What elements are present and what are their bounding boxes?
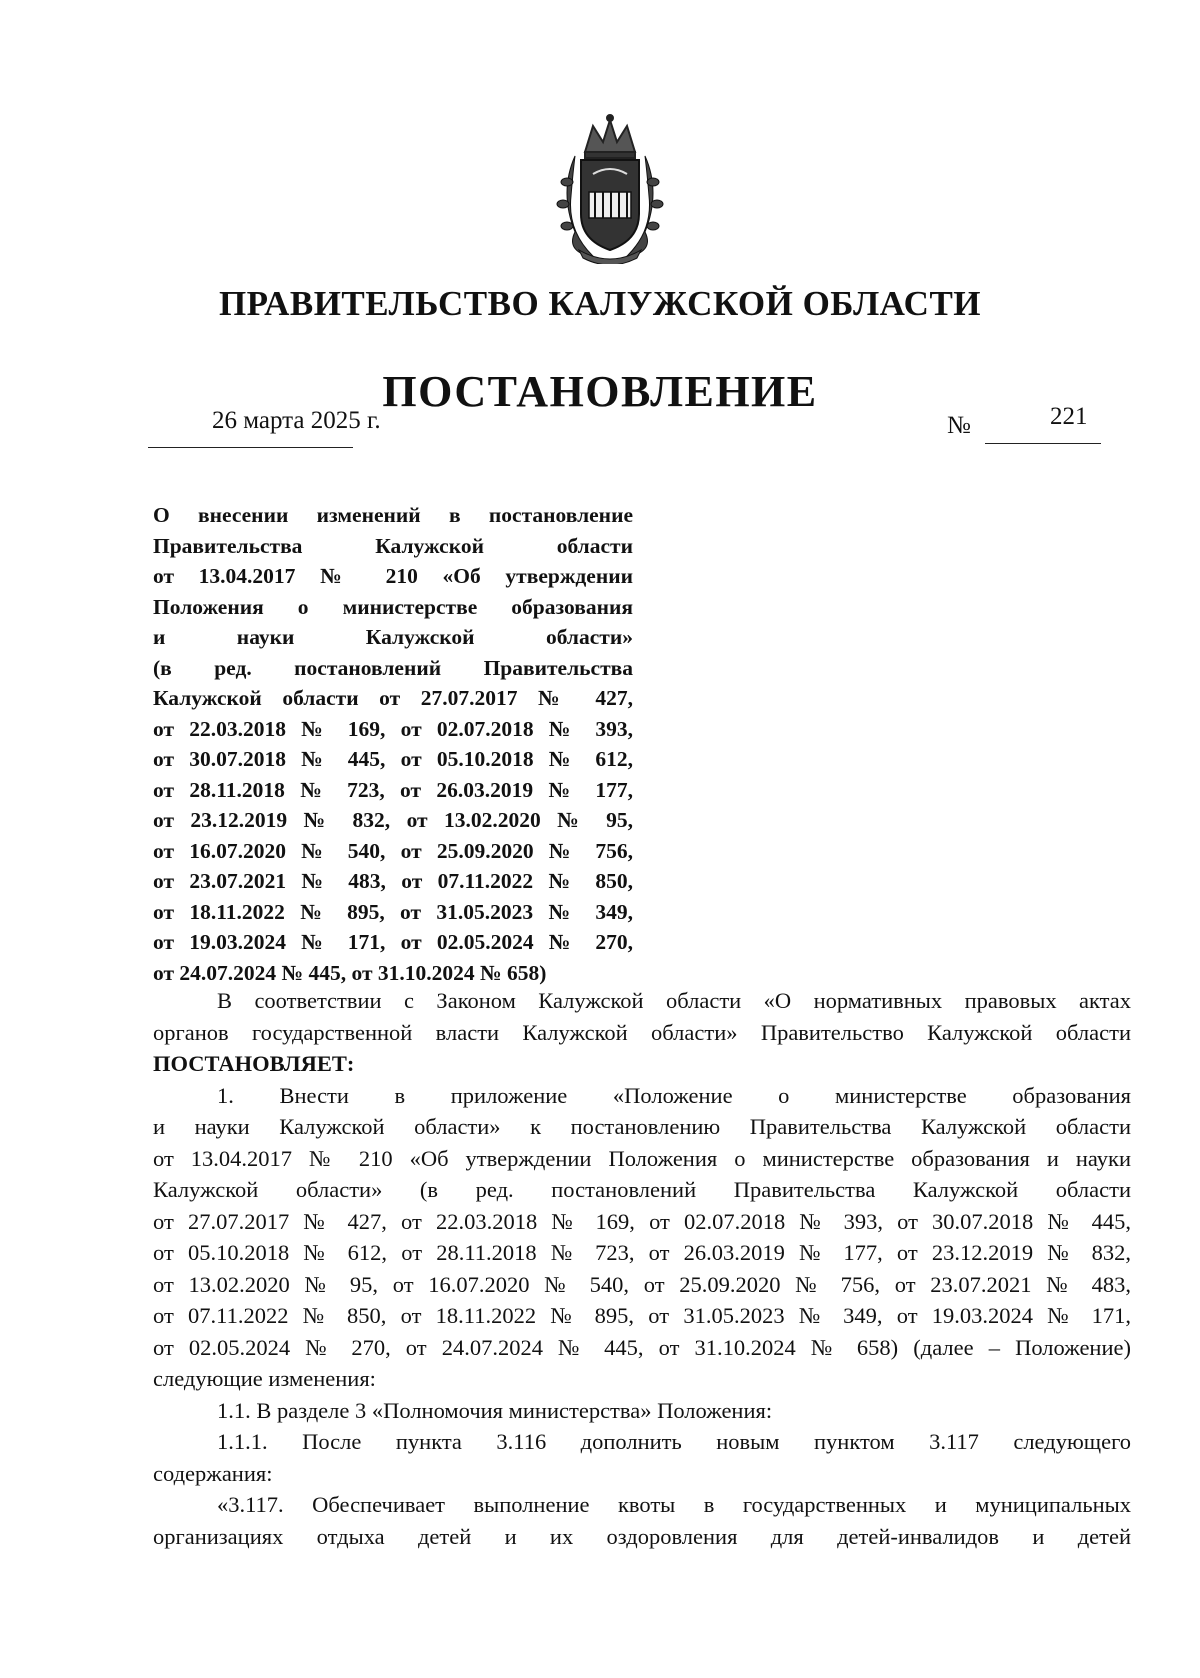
subject-line: от 13.04.2017 № 210 «Об утверждении xyxy=(153,564,633,588)
document-body xyxy=(153,985,1131,1552)
preamble-line: В соответствии с Законом Калужской области «О нормативных правовых актах xyxy=(217,988,1131,1013)
item-1-line: от 13.02.2020 № 95, от 16.07.2020 № 540, от 25.09.2020 № 756, от 23.07.2021 № 483, xyxy=(153,1271,1131,1297)
subject-line: от 22.03.2018 № 169, от 02.07.2018 № 393, xyxy=(153,716,633,741)
item-1-line: от 13.04.2017 № 210 «Об утверждении Положения о министерстве образования и науки xyxy=(153,1145,1131,1171)
government-title: ПРАВИТЕЛЬСТВО КАЛУЖСКОЙ ОБЛАСТИ xyxy=(218,284,982,323)
number-underline xyxy=(985,443,1101,444)
subject-line: О внесении изменений в постановление xyxy=(153,503,633,527)
subject-line: (в ред. постановлений Правительства xyxy=(153,655,633,680)
document-date: 26 марта 2025 г. xyxy=(212,407,381,434)
subject-line: от 24.07.2024 № 445, от 31.10.2024 № 658) xyxy=(153,960,547,985)
item-1-line: от 07.11.2022 № 850, от 18.11.2022 № 895, от 31.05.2023 № 349, от 19.03.2024 № 171, xyxy=(153,1303,1131,1328)
subject-line: Положения о министерстве образования xyxy=(153,594,633,619)
resolves-heading: ПОСТАНОВЛЯЕТ: xyxy=(153,1051,355,1076)
document-subject xyxy=(153,500,633,988)
item-1-1-1-end: содержания: xyxy=(153,1460,273,1486)
subject-line: и науки Калужской области» xyxy=(153,625,633,649)
subject-line: от 16.07.2020 № 540, от 25.09.2020 № 756, xyxy=(153,838,633,863)
item-1-line: от 02.05.2024 № 270, от 24.07.2024 № 445, от 31.10.2024 № 658) (далее – Положение) xyxy=(153,1334,1131,1360)
subject-line: от 30.07.2018 № 445, от 05.10.2018 № 612, xyxy=(153,747,633,771)
subject-line: от 23.12.2019 № 832, от 13.02.2020 № 95, xyxy=(153,808,633,832)
subject-line: от 23.07.2021 № 483, от 07.11.2022 № 850, xyxy=(153,869,633,893)
crown-icon xyxy=(585,115,635,158)
quote-line: «3.117. Обеспечивает выполнение квоты в государственных и муниципальных xyxy=(217,1492,1131,1517)
item-1-line: и науки Калужской области» к постановлению Правительства Калужской области xyxy=(153,1114,1131,1139)
subject-line: от 19.03.2024 № 171, от 02.05.2024 № 270, xyxy=(153,930,633,954)
quote-line: организациях отдыха детей и их оздоровления для детей-инвалидов и детей xyxy=(153,1523,1131,1549)
item-1-1: 1.1. В разделе 3 «Полномочия министерства» Положения: xyxy=(217,1397,773,1423)
item-1-line: от 27.07.2017 № 427, от 22.03.2018 № 169, от 02.07.2018 № 393, от 30.07.2018 № 445, xyxy=(153,1208,1131,1234)
item-1-end: следующие изменения: xyxy=(153,1366,376,1391)
date-underline xyxy=(148,447,353,448)
number-sign: № xyxy=(947,412,971,439)
subject-line: от 28.11.2018 № 723, от 26.03.2019 № 177, xyxy=(153,777,633,802)
subject-line: Правительства Калужской области xyxy=(153,533,633,558)
item-1-line: Калужской области» (в ред. постановлений Правительства Калужской области xyxy=(153,1177,1131,1202)
coat-of-arms-emblem xyxy=(545,112,675,264)
subject-line: от 18.11.2022 № 895, от 31.05.2023 № 349, xyxy=(153,899,633,924)
item-1-line: от 05.10.2018 № 612, от 28.11.2018 № 723, от 26.03.2019 № 177, от 23.12.2019 № 832, xyxy=(153,1240,1131,1265)
subject-line: Калужской области от 27.07.2017 № 427, xyxy=(153,686,633,710)
item-1-line: 1. Внести в приложение «Положение о министерстве образования xyxy=(217,1082,1131,1108)
document-type: ПОСТАНОВЛЕНИЕ xyxy=(382,367,818,416)
item-1-1-1-line: 1.1.1. После пункта 3.116 дополнить новым пунктом 3.117 следующего xyxy=(217,1429,1131,1454)
preamble-line: органов государственной власти Калужской области» Правительство Калужской области xyxy=(153,1019,1131,1045)
document-number: 221 xyxy=(1050,403,1088,430)
